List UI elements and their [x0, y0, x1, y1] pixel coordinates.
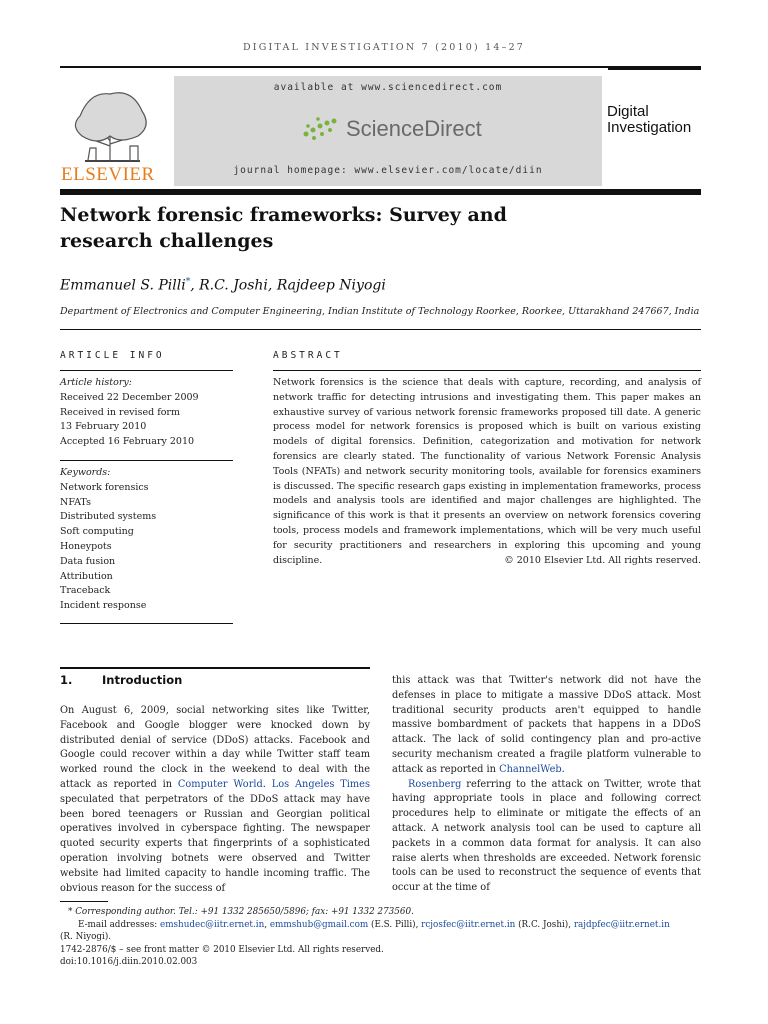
footnote-rule: [60, 901, 108, 902]
abstract-copyright: © 2010 Elsevier Ltd. All rights reserved.: [504, 555, 701, 566]
article-history: [60, 376, 199, 450]
intro-right-paragraph: this attack was that Twitter's network did not have the defenses in place to mitigate a massive DDoS attack. Most traditional security products aren't equipped to handle massive bombardment of packets that happens in a DDoS attack. The lack of solid contingency plan and pro-active security mechanism created a fragile platform vulnerable to attack as reported in ChannelWeb.: [392, 675, 701, 775]
keyword-item: Network forensics: [60, 481, 149, 493]
email-joshi: (R.C. Joshi),: [518, 919, 572, 930]
keyword-item: Distributed systems: [60, 511, 157, 523]
email-link[interactable]: rajdpfec@iitr.ernet.in: [573, 919, 670, 930]
email-link[interactable]: rcjosfec@iitr.ernet.in: [421, 919, 516, 930]
intro-right-paragraph-2: [392, 778, 701, 896]
journal-rule: [608, 66, 701, 70]
abstract-rule: [273, 370, 701, 371]
section-heading-introduction: [60, 673, 182, 687]
article-info-heading: ARTICLE INFO: [60, 350, 165, 361]
intro-right-text-2: referring to the attack on Twitter, wrote that having appropriate tools in place and following correct procedures help to eliminate or mitigate the effects of an attack. A network analysis tool can be used to capture all packets in a common data format for analysis. It can also raise alerts when thresholds are exceeded. Network forensic tools can be used to reconstruct the sequence of events that occur at the time of: [392, 778, 701, 894]
author-pilli[interactable]: Emmanuel S. Pilli: [60, 277, 186, 294]
corresponding-note: * Corresponding author. Tel.: +91 1332 285650/5896; fax: +91 1332 273560.: [68, 907, 414, 917]
keyword-item: Incident response: [60, 600, 147, 612]
elsevier-wordmark: ELSEVIER: [61, 164, 155, 185]
email-label: E-mail addresses:: [78, 919, 158, 930]
section-number: 1.: [60, 673, 73, 687]
issn-line: 1742-2876/$ – see front matter © 2010 Elsevier Ltd. All rights reserved.: [60, 944, 384, 955]
keyword-item: Soft computing: [60, 526, 134, 538]
link-rosenberg[interactable]: Rosenberg: [408, 778, 462, 790]
link-los-angeles-times[interactable]: Los Angeles Times: [271, 778, 370, 790]
link-computer-world[interactable]: Computer World: [177, 778, 263, 790]
affiliation: Department of Electronics and Computer Engineering, Indian Institute of Technology Roorkee, Roorkee, Uttarakhand 247667, India: [60, 306, 700, 317]
intro-right-text: this attack was that Twitter's network did not have the defenses in place to mitigate a massive DDoS attack. Most traditional security products aren't equipped to handle massive bombardment of packets that happens in a DDoS attack. The lack of solid contingency plan and pro-active security mechanism created a fragile platform vulnerable to attack as reported in: [392, 675, 701, 775]
keyword-item: Traceback: [60, 585, 111, 597]
history-item: Received 22 December 2009: [60, 391, 199, 403]
intro-left-column: On August 6, 2009, social networking sites like Twitter, Facebook and Google blogger were knocked down by distributed denial of service (DDoS) attacks. Facebook and Google could recover within a day while Twitter staff team worked round the clock in the weekend to deal with the attack as reported in Computer World. Los Angeles Times speculated that perpetrators of the DDoS attack may have been bored teenagers or Russian and Georgian political operatives involved in cyberspace fighting. The newspaper quoted security experts that fingerprints of a sophisticated operation involving botnets were observed and Twitter website had limited capacity to handle incoming traffic. The obvious reason for the success of: [60, 705, 370, 894]
keyword-item: Data fusion: [60, 555, 116, 567]
abstract-text: Network forensics is the science that deals with capture, recording, and analysis of network traffic for detecting intrusions and investigating them. This paper makes an exhaustive survey of various network forensic frameworks proposed till date. A generic process model for network forensics is proposed which is built on various existing models of digital forensics. Definition, categorization and motivation for network forensics are clearly stated. The functionality of various Network Forensic Analysis Tools (NFATs) and network security monitoring tools, available for forensics examiners is discussed. The specific research gaps existing in implementation frameworks, process models and analysis tools are identified and major challenges are highlighted. The significance of this work is that it presents an overview on network forensics covering tools, process models and framework implementations, which will be very much useful for security practitioners and researchers in exploring this upcoming and young discipline.: [273, 377, 701, 566]
article-info-rule: [60, 370, 233, 371]
abstract-heading: ABSTRACT: [273, 350, 343, 361]
keyword-item: Honeypots: [60, 540, 112, 552]
digital-investigation-logo: [607, 104, 691, 136]
email-niyogi: (R. Niyogi).: [60, 932, 112, 942]
header-thick-rule: [60, 189, 701, 195]
keyword-item: NFATs: [60, 496, 91, 508]
corresponding-mark[interactable]: *: [185, 277, 191, 287]
history-item: Accepted 16 February 2010: [60, 436, 195, 448]
journal-name-line2: Investigation: [607, 119, 692, 136]
history-label: Article history:: [60, 377, 132, 388]
footnotes: [60, 906, 701, 969]
corresponding-text: Corresponding author. Tel.: +91 1332 285650/5896; fax: +91 1332 273560.: [75, 907, 414, 917]
affiliation-rule: [60, 329, 701, 330]
history-item: 13 February 2010: [60, 421, 147, 433]
intro-right-column: [392, 674, 701, 896]
link-channelweb[interactable]: ChannelWeb: [499, 763, 562, 775]
available-at[interactable]: available at www.sciencedirect.com: [273, 82, 503, 93]
top-rule: [60, 66, 701, 68]
keyword-item: Attribution: [60, 570, 113, 582]
email-pilli: (E.S. Pilli),: [371, 919, 419, 930]
history-rule: [60, 460, 233, 461]
intro-paragraph: On August 6, 2009, social networking sites like Twitter, Facebook and Google blogger were knocked down by distributed denial of service (DDoS) attacks. Facebook and Google could recover within a day while Twitter staff team worked round the clock in the weekend to deal with the attack as reported in: [60, 705, 370, 790]
intro-paragraph-cont: speculated that perpetrators of the DDoS attack may have been bored teenagers or Russian and Georgian political operatives involved in cyberspace fighting. The newspaper quoted security experts that fingerprints of a sophisticated operation involving botnets were observed and Twitter website had limited capacity to handle incoming traffic. The obvious reason for the success of: [60, 793, 370, 894]
authors-rest: , R.C. Joshi, Rajdeep Niyogi: [190, 277, 386, 294]
journal-homepage[interactable]: journal homepage: www.elsevier.com/locate/diin: [233, 165, 543, 176]
keywords-label: Keywords:: [60, 467, 111, 478]
sciencedirect-logo: [300, 114, 482, 144]
sciencedirect-dots-icon: [300, 116, 340, 142]
doi-line[interactable]: doi:10.1016/j.diin.2010.02.003: [60, 957, 198, 967]
title-line-2: research challenges: [60, 230, 274, 252]
intro-rule: [60, 667, 370, 669]
keywords-rule: [60, 623, 233, 624]
title-line-1: Network forensic frameworks: Survey and: [60, 204, 507, 226]
email-link[interactable]: emmshub@gmail.com: [269, 919, 369, 930]
sciencedirect-label: ScienceDirect: [346, 116, 482, 141]
section-title: Introduction: [102, 673, 183, 687]
journal-name-line1: Digital: [607, 103, 649, 120]
article-title: [60, 202, 580, 254]
authors: [60, 277, 386, 294]
keywords: [60, 466, 156, 614]
history-item: Received in revised form: [60, 406, 180, 418]
running-header: DIGITAL INVESTIGATION 7 (2010) 14–27: [242, 42, 526, 53]
email-note: E-mail addresses: emshudec@iitr.ernet.in, emmshub@gmail.com (E.S. Pilli), rcjosfec@iitr.ernet.in (R.C. Joshi), rajdpfec@iitr.ernet.in: [78, 919, 670, 930]
email-link[interactable]: emshudec@iitr.ernet.in: [160, 919, 265, 930]
